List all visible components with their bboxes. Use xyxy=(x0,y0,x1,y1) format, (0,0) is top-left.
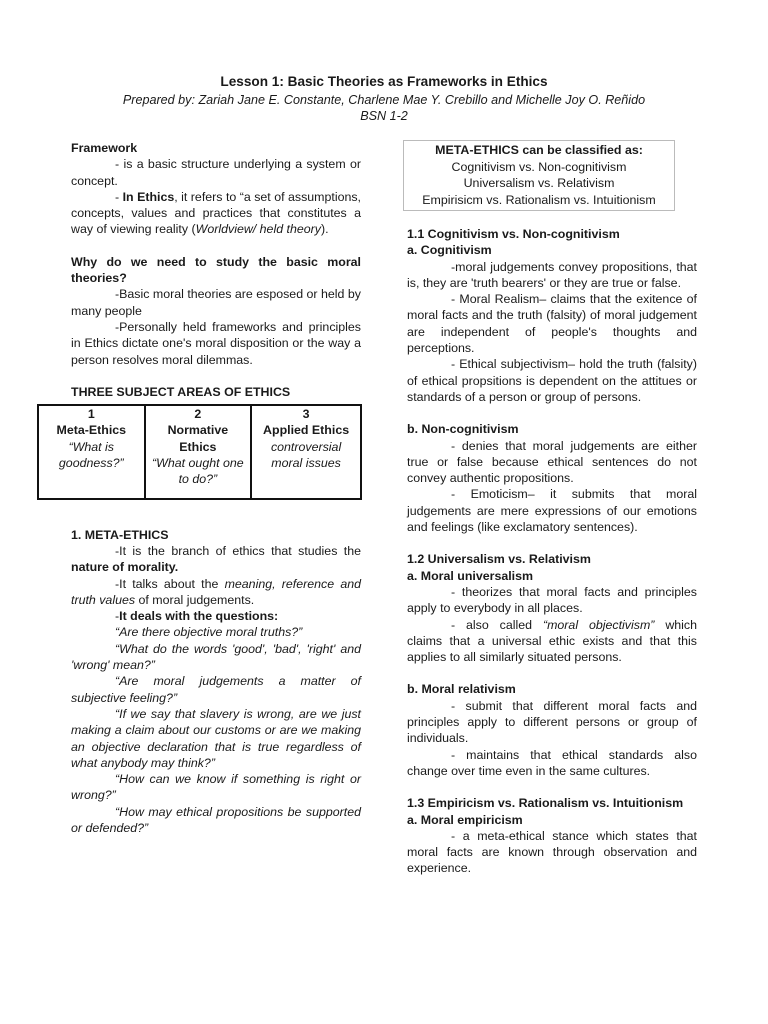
classification-box xyxy=(403,140,675,211)
why-paragraph-2: -Personally held frameworks and principles in Ethics dictate one's moral disposition or the way a person resolves moral dilemmas. xyxy=(71,319,361,367)
cognitivism-heading: a. Cognitivism xyxy=(407,243,492,258)
byline: Prepared by: Zariah Jane E. Constante, Charlene Mae Y. Crebillo and Michelle Joy O. Reñido xyxy=(122,93,646,107)
area-cell-applied-ethics: 3 Applied Ethics controversial moral issues xyxy=(251,405,361,498)
framework-in-ethics: - In Ethics, it refers to “a set of assumptions, concepts, values and practices that constitutes a way of viewing reality (Worldview/ held theory). xyxy=(71,189,361,237)
question: “Are moral judgements a matter of subjective feeling?” xyxy=(71,674,361,705)
meta-ethics-paragraph-1: -It is the branch of ethics that studies the nature of morality. xyxy=(71,543,361,575)
classification-line: Empirisicm vs. Rationalism vs. Intuitionism xyxy=(422,192,656,207)
relativism-paragraph-1: - submit that different moral facts and principles apply to different persons or group of individuals. xyxy=(407,698,697,746)
non-cognitivism-heading: b. Non-cognitivism xyxy=(407,422,519,437)
classification-box-heading: META-ETHICS can be classified as: xyxy=(435,143,643,157)
empiricism-heading: a. Moral empiricism xyxy=(407,812,523,827)
section-1-1-heading: 1.1 Cognitivism vs. Non-cognitivism xyxy=(407,227,620,241)
cognitivism-paragraph: -moral judgements convey propositions, that is, they are 'truth bearers' or they are true or false. xyxy=(407,259,697,290)
question: “What do the words 'good', 'bad', 'right' and 'wrong' mean?” xyxy=(71,641,361,673)
subject-areas-table xyxy=(37,404,362,499)
meta-ethics-paragraph-3: -It deals with the questions: xyxy=(115,609,279,624)
relativism-heading: b. Moral relativism xyxy=(407,682,516,697)
section-1-3-heading: 1.3 Empiricism vs. Rationalism vs. Intuitionism xyxy=(407,796,684,811)
universalism-paragraph-2: - also called “moral objectivism” which claims that a universal ethic exists and that this applies to all similarly situated persons. xyxy=(407,617,697,665)
classification-line: Universalism vs. Relativism xyxy=(463,176,615,190)
areas-heading: THREE SUBJECT AREAS OF ETHICS xyxy=(71,384,291,399)
question: “If we say that slavery is wrong, are we just making a claim about our customs or are we making an objective declaration that is true regardless of what anybody may think?” xyxy=(71,706,361,770)
question: “Are there objective moral truths?” xyxy=(115,625,303,640)
relativism-paragraph-2: - maintains that ethical standards also change over time even in the same cultures. xyxy=(407,747,697,778)
universalism-paragraph-1: - theorizes that moral facts and principles apply to everybody in all places. xyxy=(407,584,697,616)
page-title: Lesson 1: Basic Theories as Frameworks in Ethics xyxy=(220,74,548,89)
right-column xyxy=(407,140,697,877)
emoticism-paragraph: - Emoticism– it submits that moral judgements are mere expressions of our emotions and feelings (like exclamatory sentences). xyxy=(407,487,697,535)
area-cell-meta-ethics: 1 Meta-Ethics “What is goodness?” xyxy=(38,405,145,498)
question: “How can we know if something is right or wrong?” xyxy=(71,772,361,803)
question: “How may ethical propositions be supported or defended?” xyxy=(71,804,361,835)
ethical-subjectivism-paragraph: - Ethical subjectivism– hold the truth (falsity) of ethical propsitions is dependent on the attitues or standards of a person or group of persons. xyxy=(407,357,697,404)
left-column xyxy=(56,140,361,836)
why-paragraph-1: -Basic moral theories are esposed or held by many people xyxy=(71,287,361,318)
why-heading: Why do we need to study the basic moral theories? xyxy=(71,254,361,286)
framework-definition: - is a basic structure underlying a system or concept. xyxy=(71,157,361,188)
classification-line: Cognitivism vs. Non-cognitivism xyxy=(451,159,627,174)
section-label: BSN 1-2 xyxy=(360,109,408,123)
meta-ethics-heading: 1. META-ETHICS xyxy=(71,527,169,542)
moral-realism-paragraph: - Moral Realism– claims that the exitence of moral facts and the truth (falsity) of moral judgement are independent of people's thoughts and perceptions. xyxy=(407,292,697,356)
non-cognitivism-paragraph: - denies that moral judgements are either true or false because ethical sentences do not convey authentic propositions. xyxy=(407,438,697,486)
framework-heading: Framework xyxy=(71,141,138,155)
empiricism-paragraph: - a meta-ethical stance which states that moral facts are known through observation and experience. xyxy=(407,828,697,876)
universalism-heading: a. Moral universalism xyxy=(407,568,534,583)
area-cell-normative-ethics: 2 Normative Ethics “What ought one to do?” xyxy=(145,405,252,498)
section-1-2-heading: 1.2 Universalism vs. Relativism xyxy=(407,552,591,567)
meta-ethics-paragraph-2: -It talks about the meaning, reference and truth values of moral judgements. xyxy=(71,576,361,607)
